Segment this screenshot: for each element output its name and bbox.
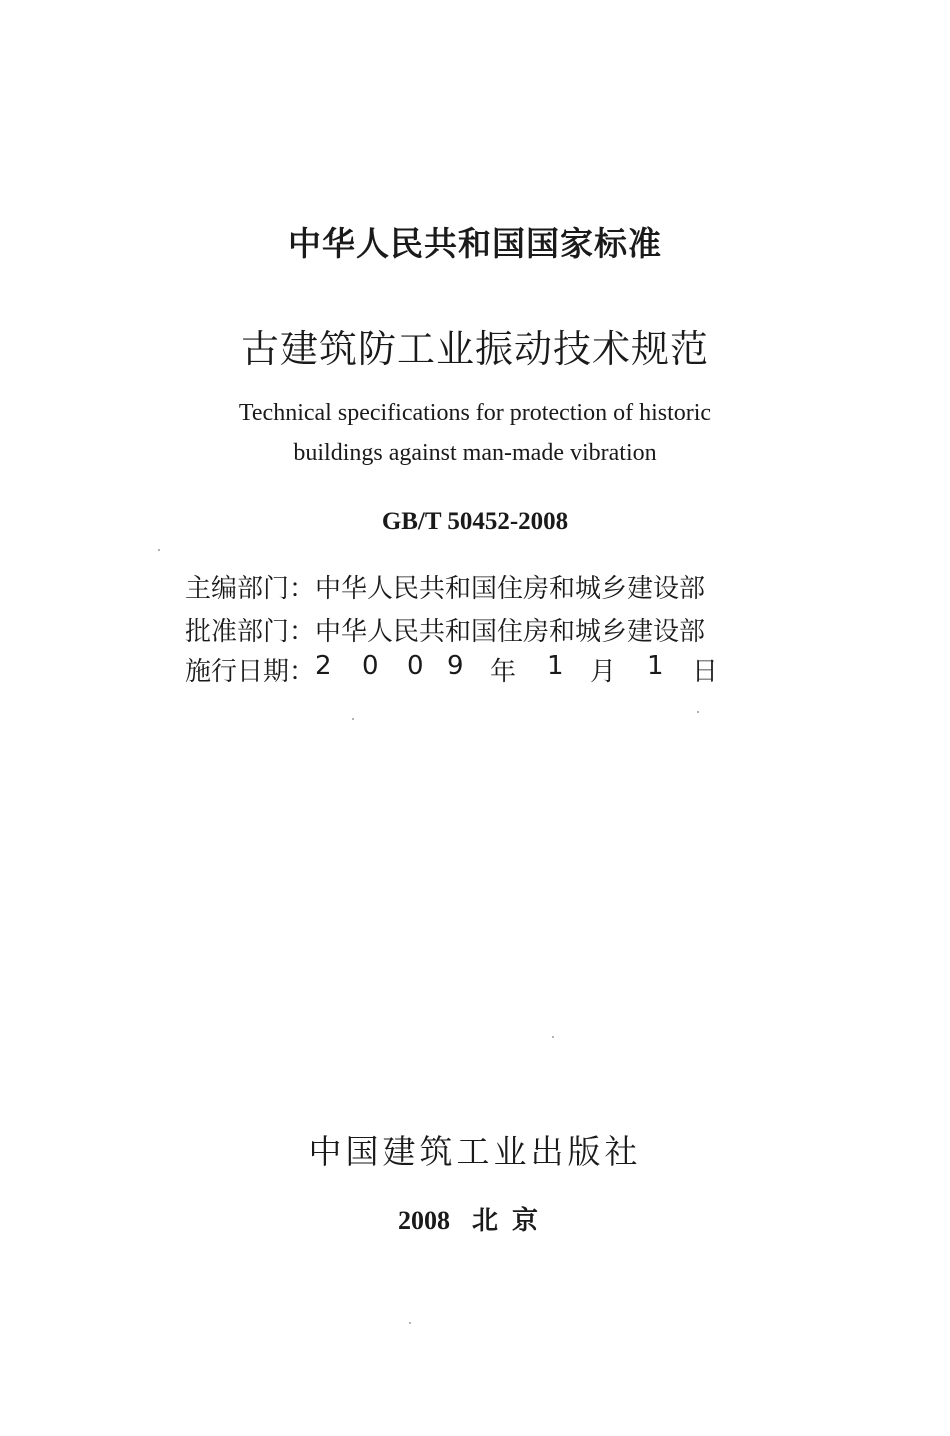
- scan-speck: [158, 549, 160, 551]
- approval-department-label: 批准部门：: [185, 617, 316, 647]
- effective-date-char: 9: [447, 651, 464, 681]
- document-title-chinese: 古建筑防工业振动技术规范: [240, 327, 709, 371]
- scan-speck: [697, 711, 699, 713]
- scan-speck: [409, 1322, 411, 1324]
- approval-department-row: [185, 611, 705, 648]
- effective-date-char: 1: [547, 651, 564, 681]
- effective-date-char: 年: [490, 657, 517, 687]
- standard-series-heading: 中华人民共和国国家标准: [288, 224, 662, 263]
- scan-speck: [552, 1036, 554, 1038]
- publication-city: 北京: [471, 1206, 552, 1236]
- effective-date-char: 0: [407, 651, 424, 681]
- effective-date-char: 日: [692, 657, 719, 687]
- document-title-english-line1: Technical specifications for protection of historic: [238, 400, 712, 426]
- effective-date-label: 施行日期：: [185, 657, 316, 687]
- effective-date-char: 2: [315, 651, 332, 681]
- effective-date-char: 0: [362, 651, 379, 681]
- standard-code: GB/T 50452-2008: [381, 508, 569, 535]
- publisher-imprint: [0, 1200, 950, 1237]
- approval-department-value: 中华人民共和国住房和城乡建设部: [315, 617, 706, 647]
- publication-year: 2008: [397, 1206, 450, 1235]
- publisher-name: 中国建筑工业出版社: [308, 1132, 642, 1171]
- scan-speck: [352, 718, 354, 720]
- chief-department-value: 中华人民共和国住房和城乡建设部: [315, 574, 706, 604]
- effective-date-row: [185, 651, 719, 688]
- document-title-english-line2: buildings against man-made vibration: [293, 440, 657, 466]
- chief-department-label: 主编部门：: [185, 574, 316, 604]
- effective-date-char: 1: [647, 651, 664, 681]
- chief-department-row: [185, 568, 705, 605]
- effective-date-char: 月: [590, 657, 617, 687]
